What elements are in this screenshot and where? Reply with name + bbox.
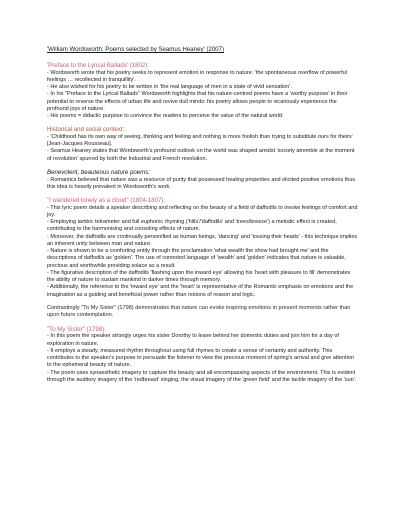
- bullet-line: - Nature is shown to be a comforting entity through the proclamation 'what wealth the show had brought me' and the descriptions of daffodils as 'golden'. The use of connoted language of 'wealth' and 'golden' indicates that nature is valuable, precious and worthwhile providing solace as a result.: [47, 248, 346, 269]
- section-wandered: [47, 197, 359, 299]
- document-title: 'William Wordsworth: Poems selected by Seamus Heaney' (2007): [47, 46, 224, 53]
- bullet-line: - The poem uses synaesthetic imagery to capture the beauty and all-encompassing aspects of the environment. This is evident through the auditory imagery of the 'redbreast' singing, the visual imagery of the 'green field' and the tactile imagery of the 'sun'.: [47, 369, 357, 383]
- bullet-line: - In his "Preface to the Lyrical Ballads" Wordsworth highlights that his nature-centred poems have a 'worthy purpose' in their potential to reverse the effects of urban life and revive dull minds: his poetry allows people to vicariously experience the profound joys of nature.: [47, 91, 348, 112]
- section-heading: Benevolent, beauteous nature poems:: [47, 168, 150, 176]
- bullet-line: - This lyric poem details a speaker describing and reflecting on the beauty of a field of daffodils to invoke feelings of comfort and joy.: [47, 204, 358, 218]
- bullet-line: - It employs a steady, measured rhythm throughout using full rhymes to create a sense of certainty and authority. This contributes to the speaker's purpose to persuade the listener to view the precious moment of spring's arrival and give attention to the ephemeral beauty of nature.: [47, 347, 354, 369]
- section-heading: "I wandered lonely as a cloud" (1804-1807):: [47, 197, 166, 205]
- bridge-paragraph: Contrastingly "To My Sister" (1798) demonstrates that nature can evoke inspiring emotions in present moments rather than upon future contemplation.: [47, 304, 351, 319]
- bullet-line: - 'Childhood has its own way of seeing, thinking and feeling and nothing is more foolish than trying to substitute ours for theirs' [Jean-Jacques Rousseau].: [47, 133, 353, 148]
- section-heading: Historical and social context:: [47, 126, 125, 134]
- section-benevolent: [47, 169, 359, 191]
- bullet-line: - He also wished for his poetry to be written in 'the real language of men in a state of vivid sensation'.: [47, 84, 292, 91]
- bullet-line: - The figurative description of the daffodils 'flashing upon the inward eye' allowing his 'heart with pleasure to fill' demonstrates the ability of nature to sustain mankind in darker times through memory.: [47, 269, 351, 284]
- bullet-line: - Moreover, the daffodils are continually personified as human beings, 'dancing' and 'tossing their heads' - this technique implies an inherent unity between man and nature.: [47, 233, 358, 247]
- bullet-line: - Seamus Heaney states that Wordsworth's profound outlook on the world was shaped amidst 'society atremble at the moment of revolution' spurred by both the Industrial and French revolution.: [47, 148, 355, 162]
- bullet-line: - Romantics believed that nature was a resource of purity that possessed healing properties and elicited positive emotions thus this idea is heavily prevalent in Wordsworth's work.: [47, 176, 356, 190]
- section-preface: [47, 62, 359, 120]
- bullet-line: - Wordsworth wrote that his poetry seeks to represent emotion in response to nature: 'the spontaneous overflow of powerful feelings … recollected in tranquillity'.: [47, 69, 347, 83]
- section-context: [47, 126, 359, 163]
- bullet-line: - His poems = didactic purpose to convince the readers to perceive the value of the natural world.: [47, 113, 284, 120]
- section-heading: "To My Sister" (1798):: [47, 325, 106, 333]
- bullet-line: - Additionally, the reference to the 'inward eye' and the 'heart' is representative of the Romantic emphasis on emotions and the imagination as a guiding and beneficial power rather than notions of reason and logic.: [47, 284, 354, 298]
- section-heading: 'Preface to the Lyrical Ballads' (1802):: [47, 62, 150, 69]
- section-to-my-sister: [47, 326, 359, 384]
- bullet-line: - Employing iambic tetrameter and full euphonic rhyming ('hills'/'daffodils' and 'trees/breeze') a melodic effect is created, contributing to the harmonising and consoling effects of nature.: [47, 219, 337, 233]
- bullet-line: - In this poem the speaker strongly urges his sister Dorothy to leave behind her domestic duties and join him for a day of exploration in nature.: [47, 333, 339, 347]
- document-body: [47, 46, 359, 390]
